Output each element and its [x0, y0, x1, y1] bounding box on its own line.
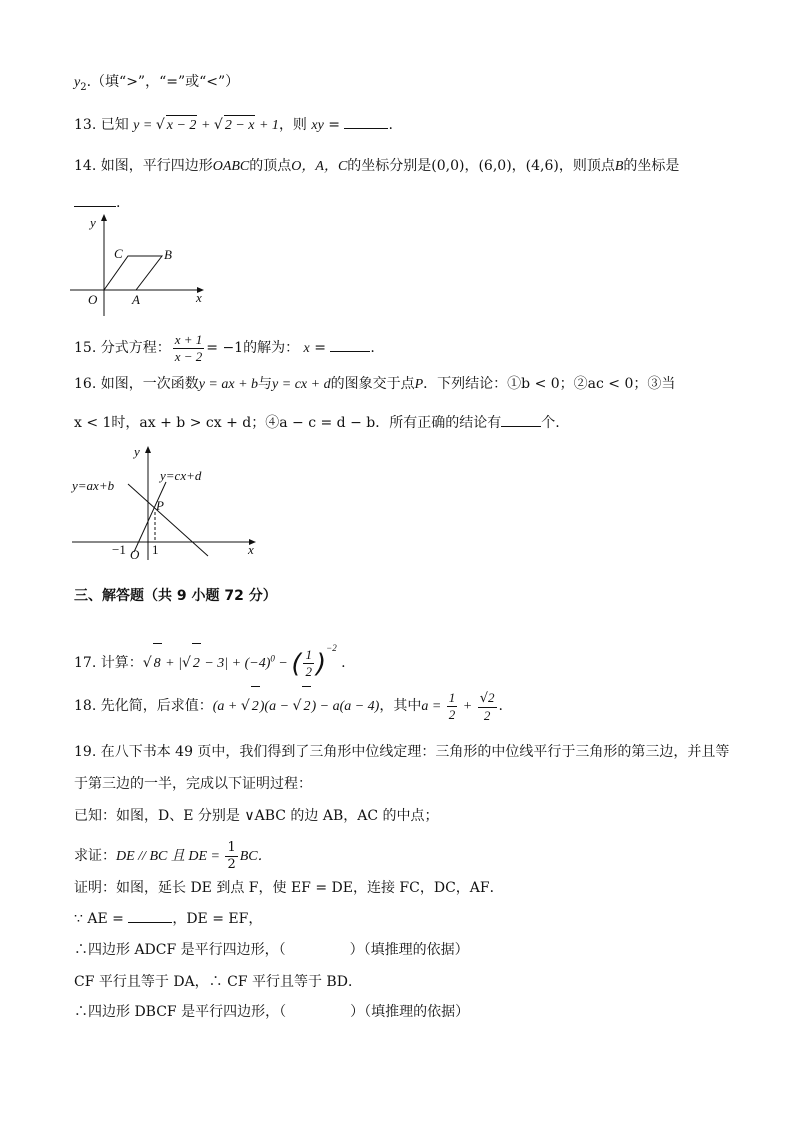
- q15-denominator: x − 2: [174, 348, 203, 364]
- q14-label-a: A: [132, 292, 140, 307]
- q18-where: ，其中: [379, 698, 422, 714]
- q14-coords: (0,0)，(6,0)，(4,6): [431, 158, 559, 174]
- q16-label-x: x: [248, 542, 254, 557]
- q14-parallelogram: [104, 256, 162, 290]
- q13-answer-blank: [344, 114, 388, 129]
- q16-label-y: y: [134, 444, 140, 459]
- q18-expression: (a + √ 2)(a − √ 2) − a(a − 4): [213, 699, 380, 714]
- q16-text3: ．下列结论：: [423, 376, 508, 392]
- question-19-line1: [74, 742, 729, 762]
- q16-line-cx-d: [128, 484, 208, 556]
- q14-number: 14.: [74, 158, 97, 174]
- question-14: [74, 156, 679, 177]
- q19-since-a: ∵ AE =: [74, 911, 129, 927]
- q14-label-y: y: [90, 215, 96, 230]
- q19-prove-a: DE // BC 且 DE =: [116, 849, 224, 864]
- q19-step1-b: ）（填推理的依据）: [349, 942, 469, 958]
- q12-sub: 2: [80, 81, 87, 93]
- q14-parallelogram-figure: [66, 212, 216, 322]
- q16-p: P: [414, 377, 424, 392]
- q17-number: 17.: [74, 655, 97, 671]
- q16-linear-functions-figure: [68, 440, 268, 565]
- q15-answer-blank: [330, 337, 370, 352]
- q12-text: .（填“>”，“=”或“<”）: [86, 74, 240, 90]
- q14-label-b: B: [164, 247, 172, 262]
- q16-conclusions-2: x < 1时，ax + b > cx + d；④a − c = d − b．所有正确的结论有: [74, 415, 502, 431]
- q19-prove-prefix: 求证：: [74, 848, 116, 864]
- q14-label-c: C: [114, 246, 123, 261]
- q16-label-line2: y=cx+d: [160, 468, 202, 483]
- q14-text1: 如图，平行四边形: [100, 158, 213, 174]
- q12-tail: [74, 72, 239, 98]
- q14-answer-line: [74, 192, 120, 213]
- q19-step3: [74, 1002, 469, 1022]
- q18-label: 先化简，后求值：: [100, 698, 213, 714]
- q12-var: y: [74, 75, 81, 90]
- q13-xy: xy: [311, 118, 324, 133]
- question-16: [74, 374, 675, 395]
- q14-label-x: x: [196, 290, 202, 305]
- q14-verts: O，A，C: [291, 159, 348, 174]
- q17-expression: √ 8 + |√ $2 - 3| + (-4)^0$ − ( $\frac{1}{2}$ )$^{-2}$: [143, 656, 337, 671]
- q16-label-p: P: [156, 498, 164, 513]
- q16-label-o: O: [130, 547, 140, 562]
- q19-given: 已知：如图，D、E 分别是 ∨ABC 的边 AB，AC 的中点；: [74, 808, 439, 824]
- q19-line2: 于第三边的一半，完成以下证明过程：: [74, 776, 312, 792]
- q19-step3-a: ∴四边形 DBCF 是平行四边形，（: [74, 1004, 287, 1020]
- q14-label-o: O: [88, 292, 98, 307]
- q15-end: .: [370, 340, 375, 356]
- q14-text2: 的顶点: [249, 158, 292, 174]
- q19-prove-b: BC．: [239, 849, 272, 864]
- q16-number: 16.: [74, 376, 97, 392]
- q19-prove: 求证：DE // BC 且 DE = $\frac{1}{2}$ BC．: [74, 839, 272, 872]
- q14-shape: OABC: [212, 159, 250, 174]
- q19-step2: CF 平行且等于 DA，∴ CF 平行且等于 BD．: [74, 974, 362, 990]
- q13-end: .: [388, 117, 393, 133]
- question-18: [74, 686, 503, 727]
- question-15: [74, 328, 375, 369]
- q19-proof: 证明：如图，延长 DE 到点 F，使 EF = DE，连接 FC，DC，AF．: [74, 880, 504, 896]
- q16-end: 个.: [541, 415, 560, 431]
- question-17: 17. 计算：√ 8 + |√ $2 - 3| + (-4)^0$ − ( $\frac{1}{2}$ )$^{-2}$ .: [74, 628, 346, 684]
- q19-since: [74, 908, 262, 929]
- q14-y-arrow: [101, 214, 107, 221]
- q14-b: B: [614, 159, 624, 174]
- question-13: [74, 114, 393, 136]
- q14-end: .: [116, 195, 121, 211]
- q13-number: 13.: [74, 117, 97, 133]
- q16-text2: 的图象交于点: [330, 376, 415, 392]
- q16-label-one: 1: [152, 542, 159, 557]
- q15-label: 分式方程：: [100, 340, 171, 356]
- q19-step1: [74, 940, 469, 960]
- q19-number: 19.: [74, 744, 97, 760]
- q18-a-value: a = $\frac{1}{2}$ + $\frac{√2}{2}$: [421, 689, 495, 723]
- q15-eq: =: [309, 340, 331, 356]
- q19-step3-b: ）（填推理的依据）: [350, 1004, 470, 1020]
- q13-formula: y = √ x − 2 + √ 2 − x + 1: [133, 118, 279, 133]
- q15-fraction: [173, 332, 205, 365]
- q16-f2: y = cx + d: [272, 377, 331, 392]
- q16-y-arrow: [145, 446, 151, 453]
- q13-prefix: 已知: [100, 117, 129, 133]
- q15-numerator: x + 1: [174, 331, 203, 347]
- q13-eq: =: [323, 117, 345, 133]
- q16-label-line1: y=ax+b: [72, 478, 115, 493]
- q16-answer-blank: [501, 412, 541, 427]
- q17-label: 计算：: [100, 655, 143, 671]
- section-3-heading: 三、解答题（共 9 小题 72 分）: [74, 588, 277, 604]
- q15-rhs: = −1的解为：: [206, 340, 300, 356]
- q16-line2: [74, 412, 560, 433]
- q16-text1: 如图，一次函数: [100, 376, 199, 392]
- q18-number: 18.: [74, 698, 97, 714]
- q19-paragraph-1: 在八下书本 49 页中，我们得到了三角形中位线定理：三角形的中位线平行于三角形的第三边，并且等: [100, 744, 730, 760]
- q19-step1-a: ∴四边形 ADCF 是平行四边形，（: [74, 942, 286, 958]
- q19-ae-blank: [128, 908, 172, 923]
- q18-end: .: [498, 698, 503, 714]
- q19-since-b: ，DE = EF，: [172, 911, 263, 927]
- q15-number: 15.: [74, 340, 97, 356]
- q14-text4: ，则顶点: [558, 158, 615, 174]
- q15-x: x: [303, 341, 310, 356]
- q16-label-neg1: −1: [112, 542, 126, 557]
- q16-with: 与: [258, 376, 273, 392]
- q14-text5: 的坐标是: [623, 158, 680, 174]
- q14-answer-blank: [74, 192, 116, 207]
- q16-conclusions-1: ①b < 0；②ac < 0；③当: [507, 376, 676, 392]
- q13-tail: ，则: [278, 117, 307, 133]
- q16-f1: y = ax + b: [198, 377, 259, 392]
- q14-text3: 的坐标分别是: [347, 158, 432, 174]
